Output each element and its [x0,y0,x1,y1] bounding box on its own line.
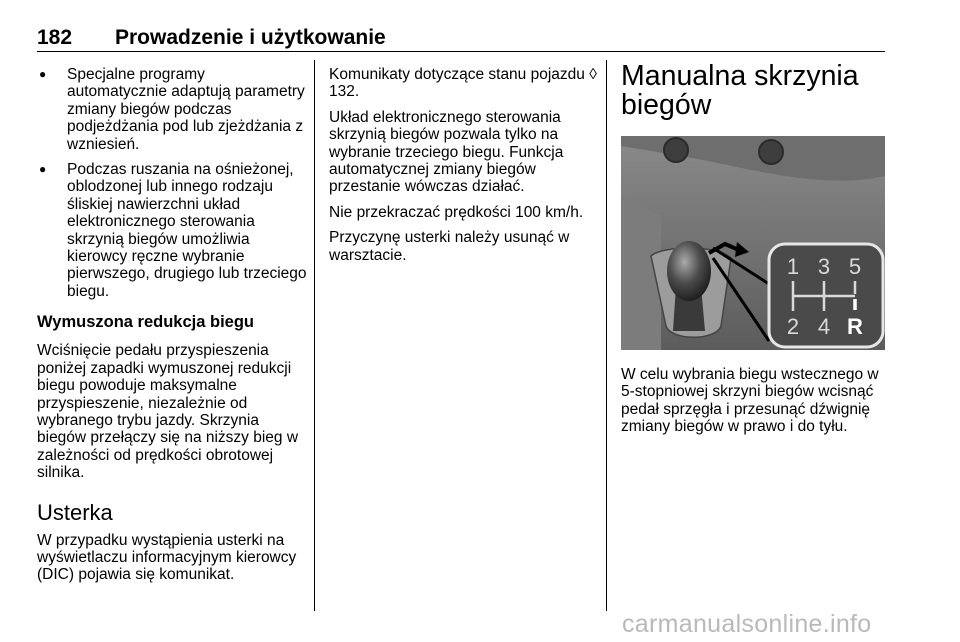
vehicle-messages-reference: Komunikaty dotyczące stanu pojazdu ◊ 132. [329,66,597,101]
gear-label-4: 4 [817,314,831,339]
column-3 [621,60,886,444]
page-header [37,25,885,52]
column-divider-2 [606,60,607,611]
gear-label-3: 3 [817,254,831,279]
gear-label-2: 2 [786,314,800,339]
gear-shift-svg [621,136,885,350]
bullet-item: ● Specjalne programy automatycznie adaptują parametry zmiany biegów podczas podjeżdżania pod lub zjeżdżania z wzniesień. [37,66,309,153]
manual-transmission-heading: Manualna skrzynia biegów [621,60,859,121]
gear-shift-illustration [621,136,885,350]
bullet-list [37,66,309,300]
section-title: Prowadzenie i użytkowanie [115,26,386,49]
bullet-item: ● Podczas ruszania na ośnieżonej, oblodzonej lub innego rodzaju śliskiej nawierzchni układ elektronicznego sterowania skrzynią biegów umożliwia kierowcy ręczne wybranie pierwszego, drugiego lub trzeciego biegu. [37,161,309,300]
reverse-gear-caption: W celu wybrania biegu wstecznego w 5-stopniowej skrzyni biegów wcisnąć pedał sprzęgła i przesunąć dźwignię zmiany biegów w prawo i do tyłu. [621,366,879,436]
fault-heading: Usterka [37,499,113,525]
column-divider-1 [314,60,315,611]
gear-label-reverse: R [847,314,863,339]
speed-limit-text: Nie przekraczać prędkości 100 km/h. [329,203,584,221]
column-2 [329,66,601,272]
gear-knob [667,241,711,301]
kickdown-heading: Wymuszona redukcja biegu [37,313,254,332]
watermark: carmanualsonline.info [622,610,872,638]
kickdown-text: Wciśnięcie pedału przyspieszenia poniżej zapadki wymuszonej redukcji biegu powoduje maksymalne przyspieszenie, niezależnie od wybranego trybu jazdy. Skrzynia biegów przełączy się na niższy bieg w zależności od prędkości obrotowej silnika. [37,342,299,482]
vent-right-icon [759,140,783,164]
column-1 [37,66,309,592]
fault-text: W przypadku wystąpienia usterki na wyświetlaczu informacyjnym kierowcy (DIC) pojawia się komunikat. [37,531,297,584]
vent-left-icon [664,138,688,162]
gear-label-5: 5 [848,254,862,279]
page-number: 182 [37,26,73,49]
third-gear-text: Układ elektronicznego sterowania skrzynią biegów pozwala tylko na wybranie trzeciego biegu. Funkcja automatycznej zmiany biegów przestanie wówczas działać. [329,108,564,196]
workshop-text: Przyczynę usterki należy usunąć w warsztacie. [329,229,570,264]
gear-label-1: 1 [786,254,800,279]
